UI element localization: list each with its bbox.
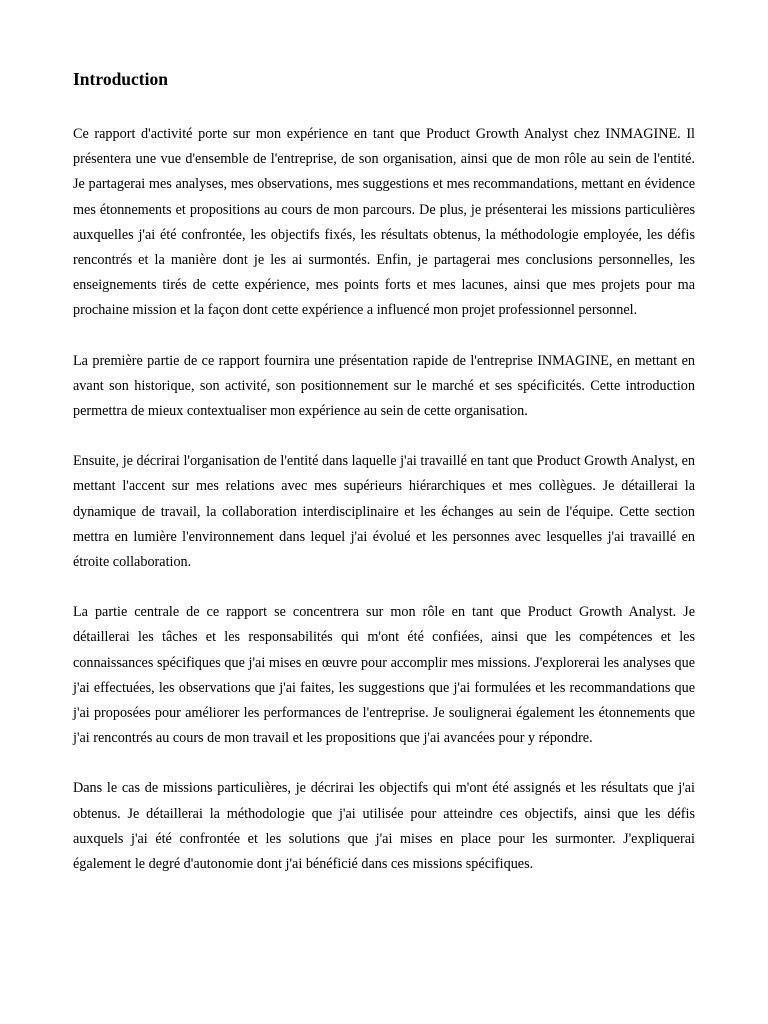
paragraph-5: Dans le cas de missions particulières, je décrirai les objectifs qui m'ont été assignés et les résultats que j'ai obtenus. Je détaillerai la méthodologie que j'ai utilisée pour atteindre ces objectifs, ainsi que les défis auxquels j'ai été confrontée et les solutions que j'ai mises en place pour les surmonter. J'expliquerai également le degré d'autonomie dont j'ai bénéficié dans ces missions spécifiques. — [73, 780, 695, 873]
paragraph-1: Ce rapport d'activité porte sur mon expérience en tant que Product Growth Analyst chez INMAGINE. Il présentera une vue d'ensemble de l'entreprise, de son organisation, ainsi que de mon rôle au sein de l'entité. Je partagerai mes analyses, mes observations, mes suggestions et mes recommandations, mettant en évidence mes étonnements et propositions au cours de mon parcours. De plus, je présenterai les missions particulières auxquelles j'ai été confrontée, les objectifs fixés, les résultats obtenus, la méthodologie employée, les défis rencontrés et la manière dont je les ai surmontés. Enfin, je partagerai mes conclusions personnelles, les enseignements tirés de cette expérience, mes points forts et mes lacunes, ainsi que mes projets pour ma prochaine mission et la façon dont cette expérience a influencé mon projet professionnel personnel. — [73, 126, 695, 319]
paragraph-4: La partie centrale de ce rapport se concentrera sur mon rôle en tant que Product Growth Analyst. Je détaillerai les tâches et les responsabilités qui m'ont été confiées, ainsi que les compétences et les connaissances spécifiques que j'ai mises en œuvre pour accomplir mes missions. J'explorerai les analyses que j'ai effectuées, les observations que j'ai faites, les suggestions que j'ai formulées et les recommandations que j'ai proposées pour améliorer les performances de l'entreprise. Je soulignerai également les étonnements que j'ai rencontrés au cours de mon travail et les propositions que j'ai avancées pour y répondre. — [73, 604, 695, 747]
section-heading: Introduction — [73, 69, 168, 89]
paragraph-3: Ensuite, je décrirai l'organisation de l'entité dans laquelle j'ai travaillé en tant que Product Growth Analyst, en mettant l'accent sur mes relations avec mes supérieurs hiérarchiques et mes collègues. Je détaillerai la dynamique de travail, la collaboration interdisciplinaire et les échanges au sein de l'équipe. Cette section mettra en lumière l'environnement dans lequel j'ai évolué et les personnes avec lesquelles j'ai travaillé en étroite collaboration. — [73, 453, 695, 571]
body-text — [73, 122, 695, 902]
paragraph-2: La première partie de ce rapport fournira une présentation rapide de l'entreprise INMAGINE, en mettant en avant son historique, son activité, son positionnement sur le marché et ses spécificités. Cette introduction permettra de mieux contextualiser mon expérience au sein de cette organisation. — [73, 352, 695, 420]
